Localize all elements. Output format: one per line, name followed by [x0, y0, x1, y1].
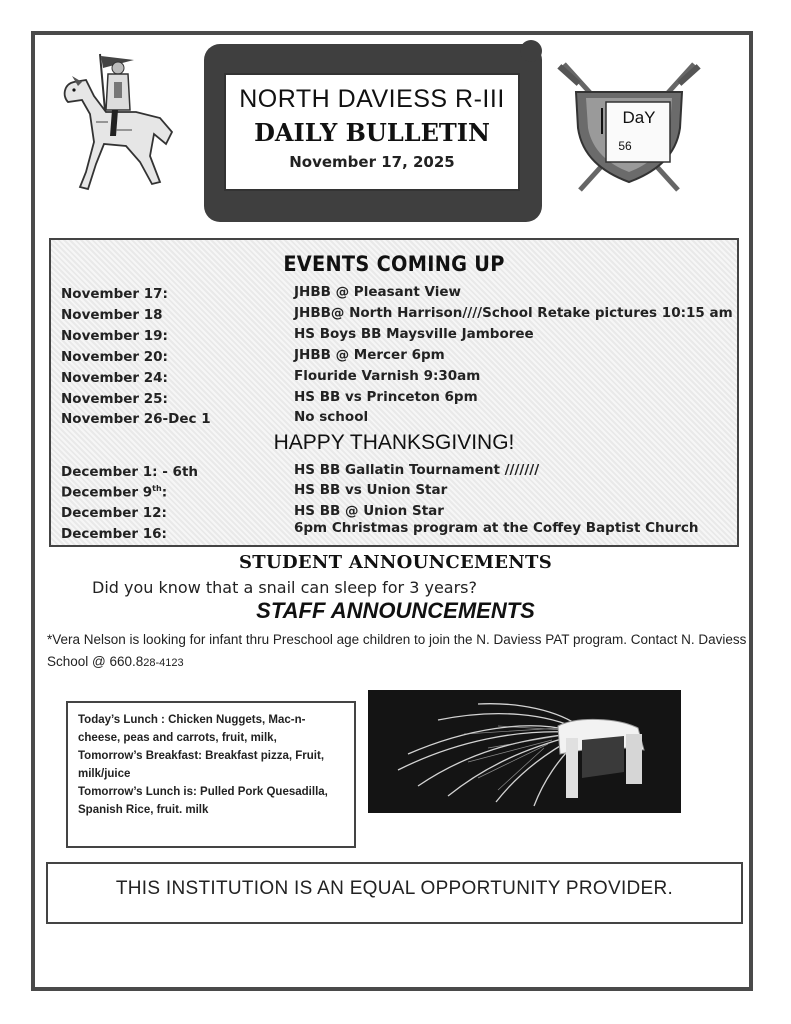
event-desc: JHBB@ North Harrison////School Retake pictures 10:15 am [294, 305, 733, 321]
event-date-sup: th [152, 484, 162, 493]
event-desc: Flouride Varnish 9:30am [294, 368, 481, 384]
shield-swords-icon [556, 58, 702, 198]
event-desc: JHBB @ Mercer 6pm [294, 347, 445, 363]
events-box [49, 238, 739, 547]
event-date: November 18 [61, 307, 163, 323]
bulletin-title: DAILY BULLETIN [254, 118, 490, 147]
menu-line: Today’s Lunch : Chicken Nuggets, Mac-n- [78, 714, 306, 726]
staff-announcements-heading: STAFF ANNOUNCEMENTS [256, 598, 535, 623]
day-number: 56 [618, 139, 632, 153]
scroll-curl [520, 40, 542, 62]
menu-line: Spanish Rice, fruit. milk [78, 804, 209, 816]
events-heading: EVENTS COMING UP [283, 252, 505, 276]
event-desc: HS BB @ Union Star [294, 503, 444, 519]
student-announcement-text: Did you know that a snail can sleep for 3 years? [92, 578, 477, 597]
menu-line: milk/juice [78, 768, 131, 780]
event-desc: HS BB vs Union Star [294, 482, 448, 498]
event-date: November 20: [61, 349, 168, 365]
event-date: November 25: [61, 391, 168, 407]
event-date-main: December 9 [61, 484, 153, 501]
knight-horse-icon [56, 52, 176, 202]
event-date: November 24: [61, 370, 168, 386]
event-date: December 12: [61, 505, 167, 521]
staff-announcement-body: *Vera Nelson is looking for infant thru Preschool age children to join the N. Daviess PAT program. Contact N. Daviess School @ 660.8 [47, 632, 747, 669]
staff-phone-tail: 28-4123 [143, 657, 184, 669]
staff-announcement-text [47, 629, 767, 674]
menu-line: Tomorrow’s Breakfast: Breakfast pizza, Fruit, [78, 750, 325, 762]
event-date: November 19: [61, 328, 168, 344]
event-date [61, 484, 167, 501]
event-desc: HS BB vs Princeton 6pm [294, 389, 478, 405]
event-desc: No school [294, 409, 369, 425]
event-desc: JHBB @ Pleasant View [294, 284, 461, 300]
headdress-image [368, 690, 681, 813]
student-announcements-heading: STUDENT ANNOUNCEMENTS [238, 552, 553, 573]
equal-opportunity-box [46, 862, 743, 924]
event-date: November 26-Dec 1 [61, 411, 211, 427]
bulletin-date: November 17, 2025 [289, 153, 455, 171]
equal-opportunity-text: THIS INSTITUTION IS AN EQUAL OPPORTUNITY PROVIDER. [115, 878, 674, 899]
menu-line: cheese, peas and carrots, fruit, milk, [78, 732, 277, 744]
event-desc: HS BB Gallatin Tournament /////// [294, 462, 540, 478]
event-date: December 1: - 6th [61, 464, 199, 480]
thanksgiving-heading: HAPPY THANKSGIVING! [273, 431, 515, 454]
menu-box [66, 701, 356, 848]
event-date-tail: : [161, 484, 168, 501]
title-box [224, 73, 520, 191]
event-date: December 16: [61, 526, 167, 542]
event-date: November 17: [61, 286, 168, 302]
school-name: NORTH DAVIESS R-III [239, 85, 505, 113]
event-desc: 6pm Christmas program at the Coffey Baptist Church [294, 520, 699, 536]
event-desc: HS Boys BB Maysville Jamboree [294, 326, 534, 342]
menu-line: Tomorrow’s Lunch is: Pulled Pork Quesadilla, [78, 786, 328, 798]
day-label: DaY [622, 108, 656, 127]
